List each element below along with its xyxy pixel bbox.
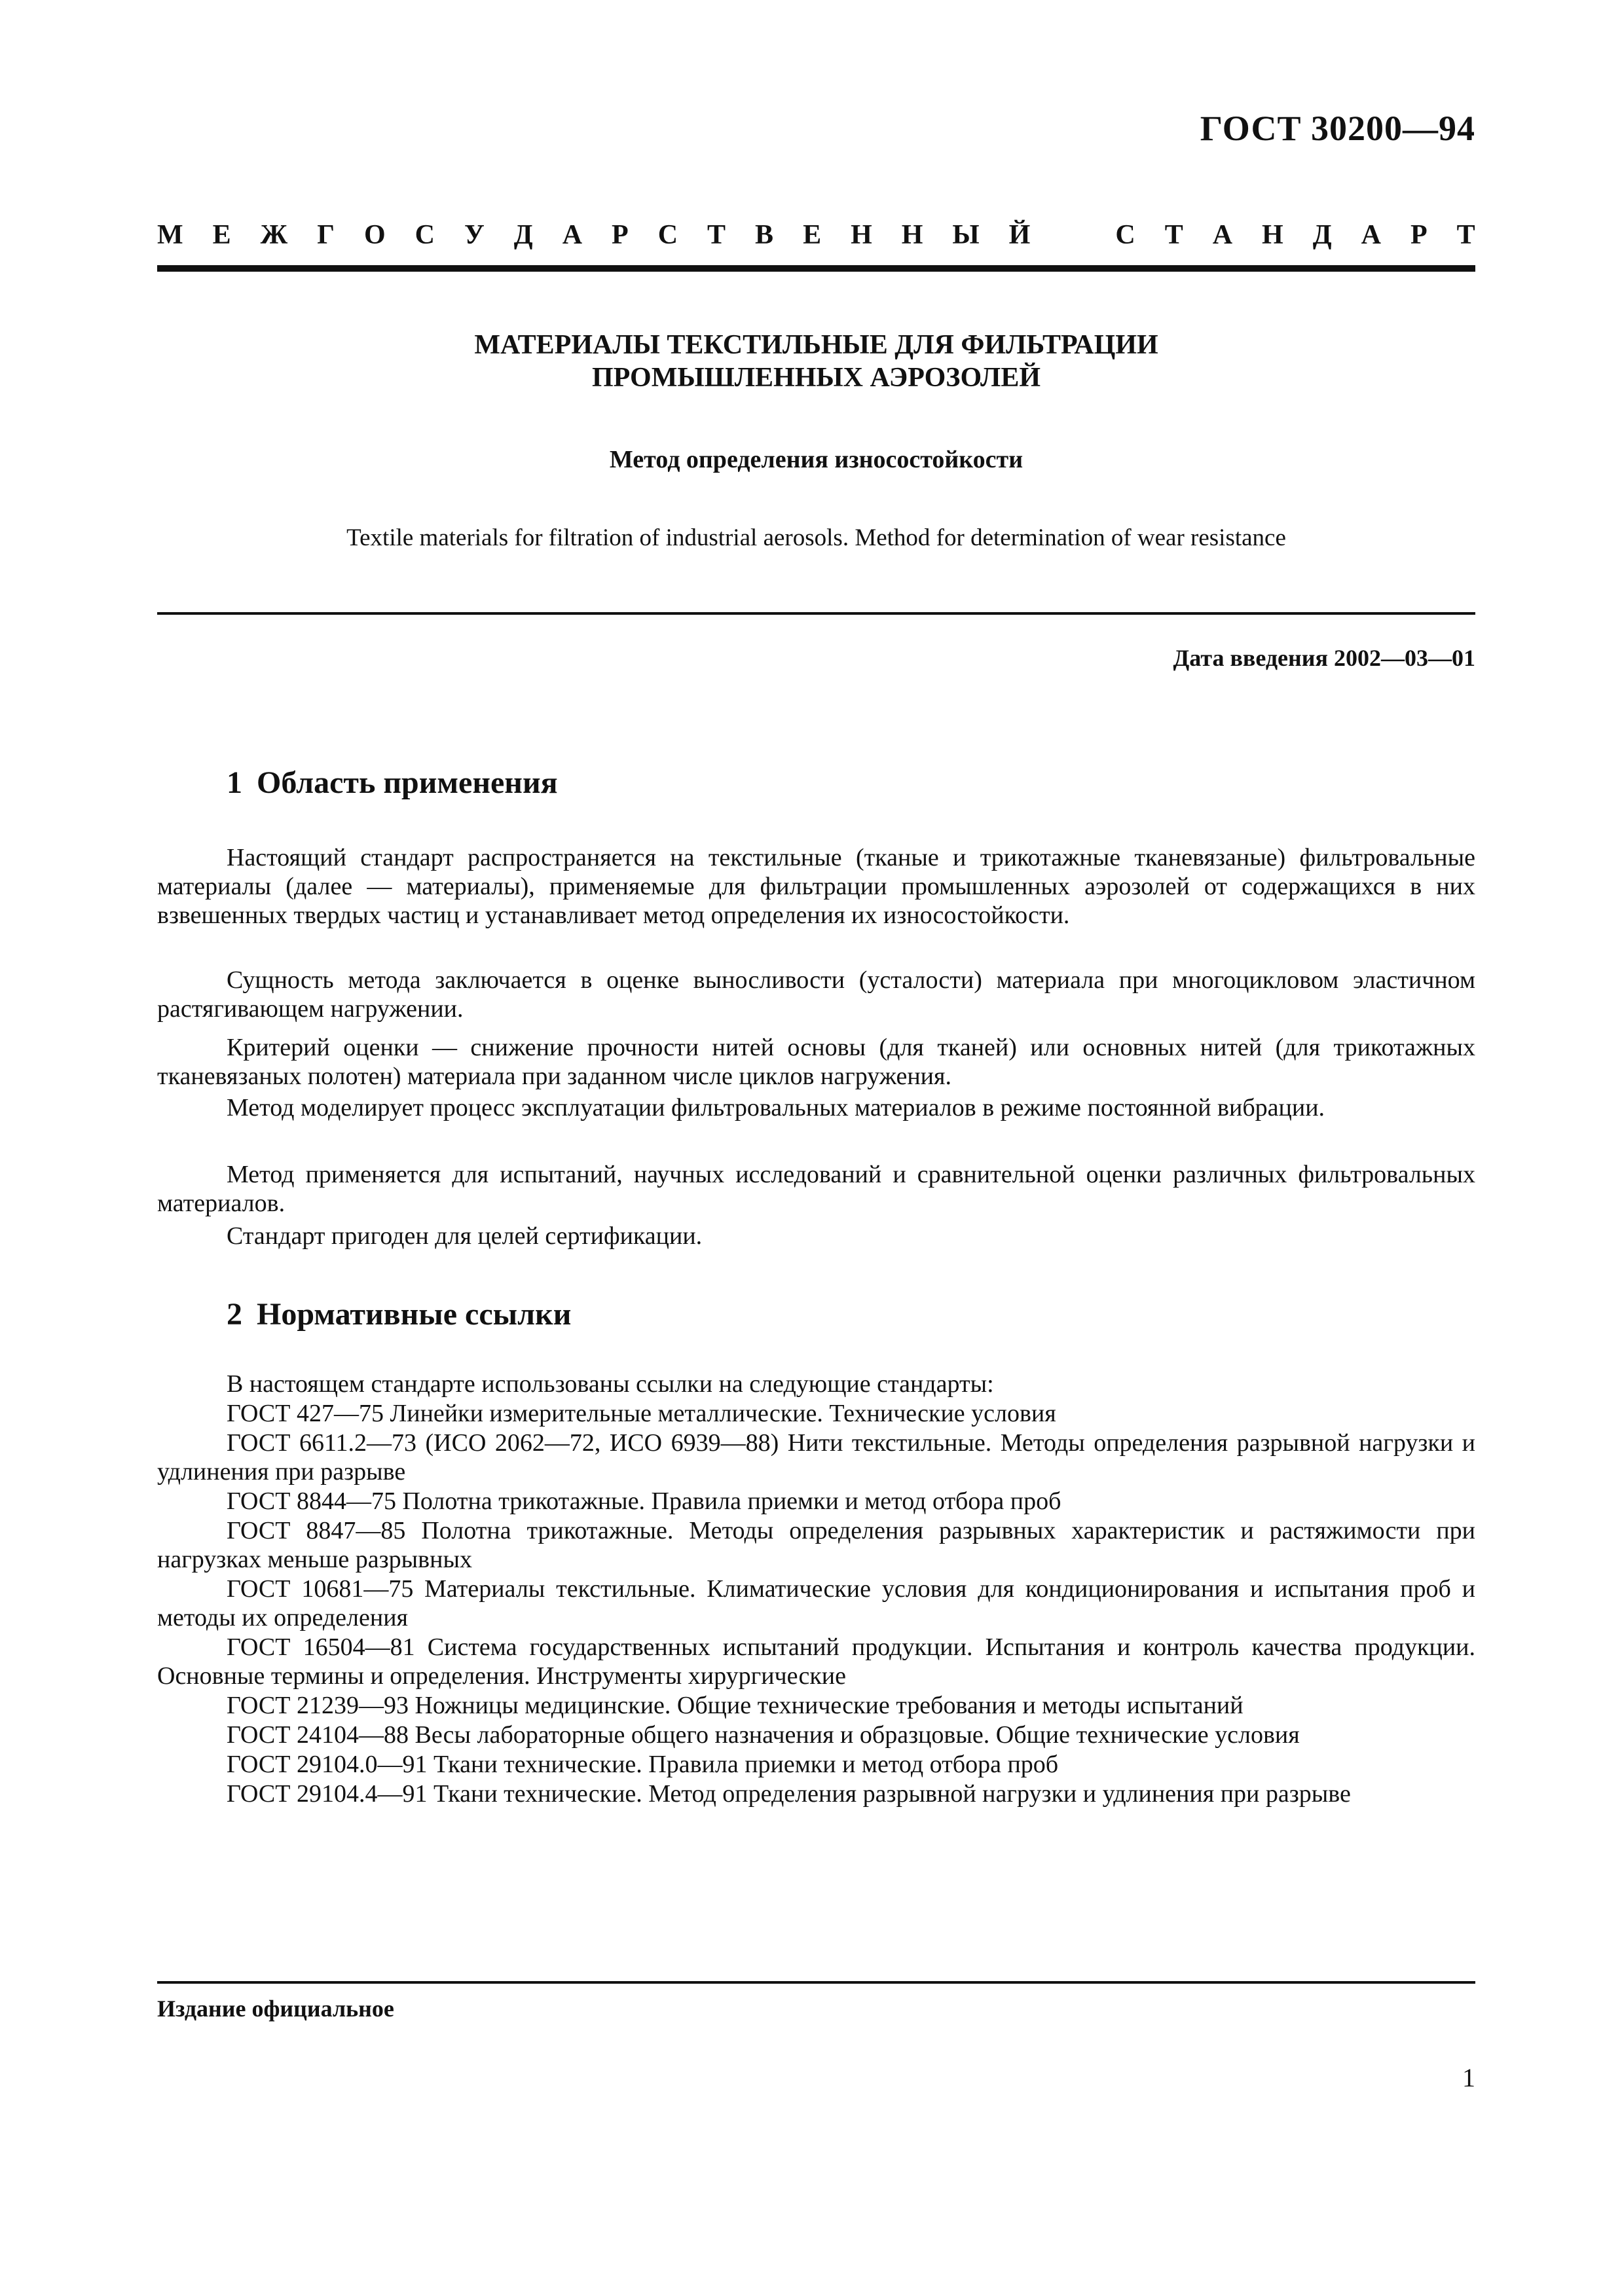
standard-type-heading [157, 219, 1475, 251]
paragraph: Стандарт пригоден для целей сертификации. [227, 1222, 703, 1250]
title-line: ПРОМЫШЛЕННЫХ АЭРОЗОЛЕЙ [591, 363, 1041, 393]
letter: Г [317, 220, 335, 250]
letter: Р [1410, 220, 1428, 250]
reference-item: ГОСТ 29104.0—91 Ткани технические. Правила приемки и метод отбора проб [227, 1751, 1059, 1778]
paragraph: Метод моделирует процесс эксплуатации фильтровальных материалов в режиме постоянной вибрации. [227, 1094, 1325, 1121]
reference-item: ГОСТ 8847—85 Полотна трикотажные. Методы определения разрывных характеристик и растяжимости при нагрузках меньше разрывных [157, 1517, 1475, 1573]
letter: Е [803, 220, 822, 250]
letter: Е [212, 220, 231, 250]
letter: А [1212, 220, 1233, 250]
letter: Ы [952, 220, 980, 250]
reference-item: ГОСТ 21239—93 Ножницы медицинские. Общие технические требования и методы испытаний [227, 1692, 1244, 1719]
reference-item: ГОСТ 8844—75 Полотна трикотажные. Правила приемки и метод отбора проб [227, 1487, 1061, 1515]
letter: О [363, 220, 386, 250]
letter: Д [1312, 220, 1332, 250]
section-heading [227, 765, 558, 801]
letter: Р [612, 220, 629, 250]
letter: В [755, 220, 774, 250]
letter: Т [1164, 220, 1183, 250]
title-divider [157, 612, 1475, 615]
document-number: ГОСТ 30200—94 [1200, 109, 1475, 148]
section-title: Нормативные ссылки [257, 1297, 572, 1332]
english-title: Textile materials for filtration of industrial aerosols. Method for determination of wear resistance [346, 524, 1286, 551]
paragraph: Сущность метода заключается в оценке выносливости (усталости) материала при многоцикловом эластичном растягивающем нагружении. [157, 966, 1475, 1023]
paragraph: Настоящий стандарт распространяется на текстильные (тканые и трикотажные тканевязаные) фильтровальные материалы (далее — материалы), применяемые для фильтрации промышленных аэрозолей от содержащихся в них взвешенных твердых частиц и устанавливает метод определения их износостойкости. [157, 844, 1475, 929]
reference-item: ГОСТ 427—75 Линейки измерительные металлические. Технические условия [227, 1400, 1056, 1427]
letter: Н [1262, 220, 1283, 250]
letter: У [464, 220, 485, 250]
letter: Ж [260, 220, 288, 250]
letter: А [562, 220, 583, 250]
letter: Д [513, 220, 533, 250]
section-number: 2 [227, 1297, 242, 1332]
letter: С [657, 220, 678, 250]
paragraph: Метод применяется для испытаний, научных исследований и сравнительной оценки различных фильтровальных материалов. [157, 1161, 1475, 1217]
header-divider [157, 265, 1475, 272]
reference-item: ГОСТ 6611.2—73 (ИСО 2062—72, ИСО 6939—88) Нити текстильные. Методы определения разрывной нагрузки и удлинения при разрыве [157, 1429, 1475, 1485]
letter: А [1361, 220, 1381, 250]
section-number: 1 [227, 765, 242, 800]
letter: М [157, 220, 183, 250]
document-title [157, 329, 1475, 394]
footer-divider [157, 1981, 1475, 1984]
references-list [157, 1370, 1475, 1809]
document-subtitle: Метод определения износостойкости [609, 446, 1023, 473]
reference-item: ГОСТ 16504—81 Система государственных испытаний продукции. Испытания и контроль качества продукции. Основные термины и определения. Инструменты хирургические [157, 1633, 1475, 1690]
section-heading [227, 1296, 571, 1332]
letter: Н [851, 220, 872, 250]
reference-item: ГОСТ 10681—75 Материалы текстильные. Климатические условия для кондиционирования и испытания проб и методы их определения [157, 1575, 1475, 1631]
letter: Н [901, 220, 923, 250]
edition-note: Издание официальное [157, 1995, 394, 2022]
reference-item: ГОСТ 24104—88 Весы лабораторные общего назначения и образцовые. Общие технические условия [227, 1721, 1300, 1749]
section-title: Область применения [257, 765, 558, 800]
references-intro: В настоящем стандарте использованы ссылки на следующие стандарты: [227, 1370, 994, 1398]
introduction-date: Дата введения 2002—03—01 [1173, 645, 1475, 671]
letter: С [415, 220, 435, 250]
letter: Т [707, 220, 726, 250]
title-line: МАТЕРИАЛЫ ТЕКСТИЛЬНЫЕ ДЛЯ ФИЛЬТРАЦИИ [474, 330, 1158, 360]
letter: С [1115, 220, 1135, 250]
letter: Й [1008, 220, 1031, 250]
word-gap [1060, 219, 1086, 251]
letter: Т [1456, 220, 1475, 250]
paragraph: Критерий оценки — снижение прочности нитей основы (для тканей) или основных нитей (для трикотажных тканевязаных полотен) материала при заданном числе циклов нагружения. [157, 1034, 1475, 1090]
page-number: 1 [1462, 2063, 1475, 2092]
reference-item: ГОСТ 29104.4—91 Ткани технические. Метод определения разрывной нагрузки и удлинения при разрыве [227, 1780, 1351, 1808]
